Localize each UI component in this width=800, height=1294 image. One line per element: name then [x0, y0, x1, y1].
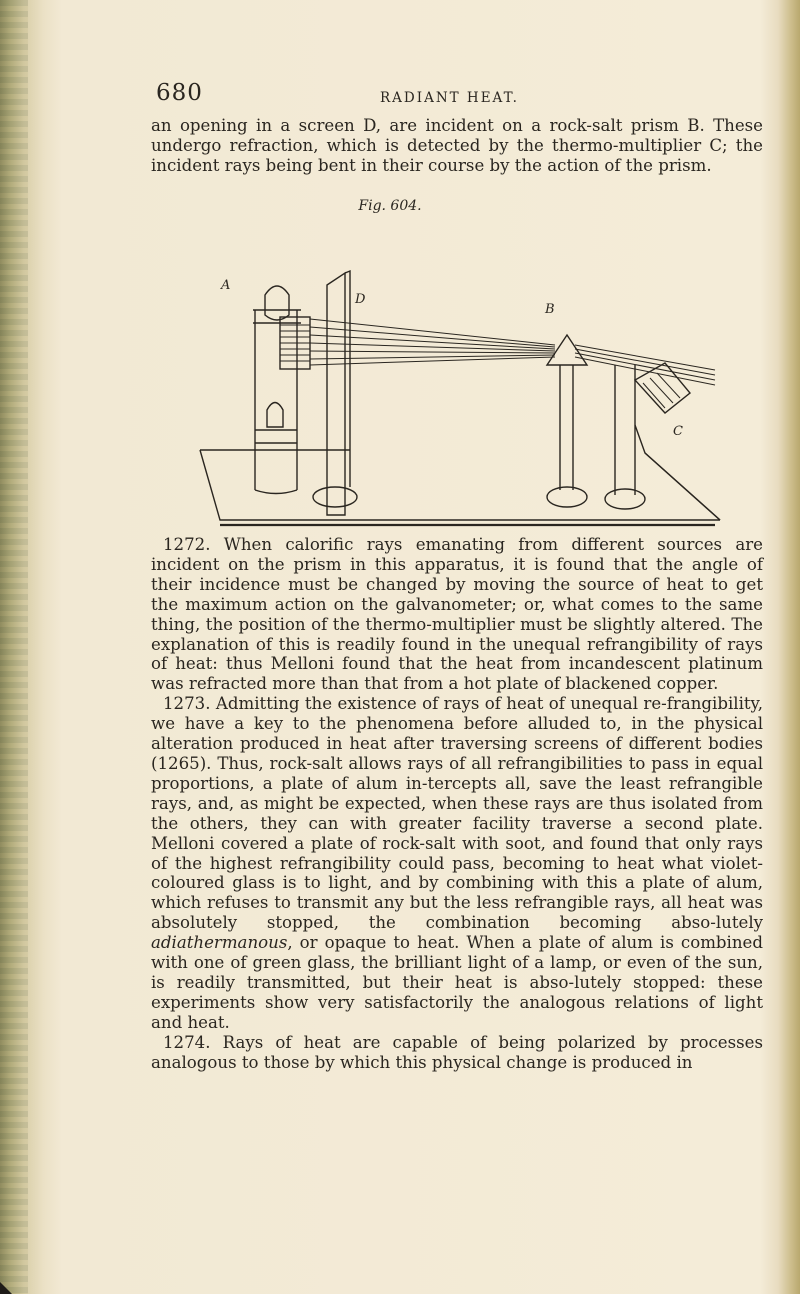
lamp-burner	[267, 403, 283, 428]
figure-caption	[0, 198, 800, 214]
lamp-stripes	[280, 325, 310, 361]
screen-d-foot	[313, 487, 357, 507]
intro-text: an opening in a screen D, are incident on a rock-salt prism B. These undergo refraction, which is detected by the thermo-multiplier C; the incident rays being bent in their course by the action of the prism.	[151, 116, 763, 175]
paragraph-1272: 1272. When calorific rays emanating from different sources are incident on the prism in this apparatus, it is found that the angle of their incidence must be changed by moving the source of heat to get the maximum action on the galvanometer; or, what comes to the same thing, the position of the thermo-multiplier must be slightly altered. The explanation of this is readily found in the unequal refrangibility of rays of heat: thus Melloni found that the heat from incandescent platinum was refracted more than that from a hot plate of blackened copper.	[151, 535, 763, 694]
body-text	[151, 535, 763, 1072]
figure-caption-text: Fig. 604.	[358, 198, 422, 214]
label-d: D	[355, 292, 366, 307]
label-b: B	[545, 302, 555, 317]
screen-d-panel	[327, 273, 345, 515]
term-adiathermanous: adiathermanous	[151, 933, 288, 953]
page-header	[0, 80, 800, 116]
heat-beam	[310, 319, 555, 365]
lamp-flame-chimney	[265, 286, 289, 320]
thermopile-foot	[605, 489, 645, 509]
page-number: 680	[156, 80, 203, 106]
intro-paragraph	[151, 116, 763, 176]
running-head: RADIANT HEAT.	[380, 90, 519, 106]
prism-stand-rod	[560, 365, 573, 490]
paragraph-1273-part-2: , or opaque to heat. When a plate of alum is combined with one of green glass, the brilliant light of a lamp, or even of the sun, is readily transmitted, but their heat is abso-lutely stopped: these experiments show very satisfactorily the analogous relations of light and heat.	[151, 933, 763, 1032]
corner-mark	[0, 1282, 12, 1294]
page-edge-shading	[0, 0, 28, 1294]
label-c: C	[673, 424, 683, 439]
prism-stand-foot	[547, 487, 587, 507]
table-front-edge	[200, 450, 720, 520]
lamp-base-curve	[255, 490, 297, 494]
lamp-collar	[255, 430, 297, 443]
thermopile-hatch	[643, 373, 680, 408]
thermopile-cone	[635, 425, 720, 520]
label-a: A	[221, 278, 231, 293]
figure-apparatus-diagram	[195, 215, 765, 535]
paragraph-1274: 1274. Rays of heat are capable of being polarized by processes analogous to those by which this physical change is produced in	[151, 1032, 763, 1072]
apparatus-svg	[195, 215, 765, 535]
paragraph-1273-part-1: 1273. Admitting the existence of rays of heat of unequal re-frangibility, we have a key to the phenomena before alluded to, in the physical alteration produced in heat after traversing screens of different bodies (1265). Thus, rock-salt allows rays of all refrangibilities to pass in equal proportions, a plate of alum in-tercepts all, save the least refrangible rays, and, as might be expected, when these rays are thus isolated from the others, they can with greater facility traverse a second plate. Melloni covered a plate of rock-salt with soot, and found that only rays of the highest refrangibility could pass, becoming to heat what violet-coloured glass is to light, and by combining with this a plate of alum, which refuses to transmit any but the less refrangible rays, all heat was absolutely stopped, the combination becoming abso-lutely	[151, 694, 763, 933]
paragraph-1273	[151, 694, 763, 1032]
screen-d-edge	[345, 271, 350, 487]
thermopile-stand	[615, 365, 635, 495]
refracted-beam	[575, 345, 715, 385]
